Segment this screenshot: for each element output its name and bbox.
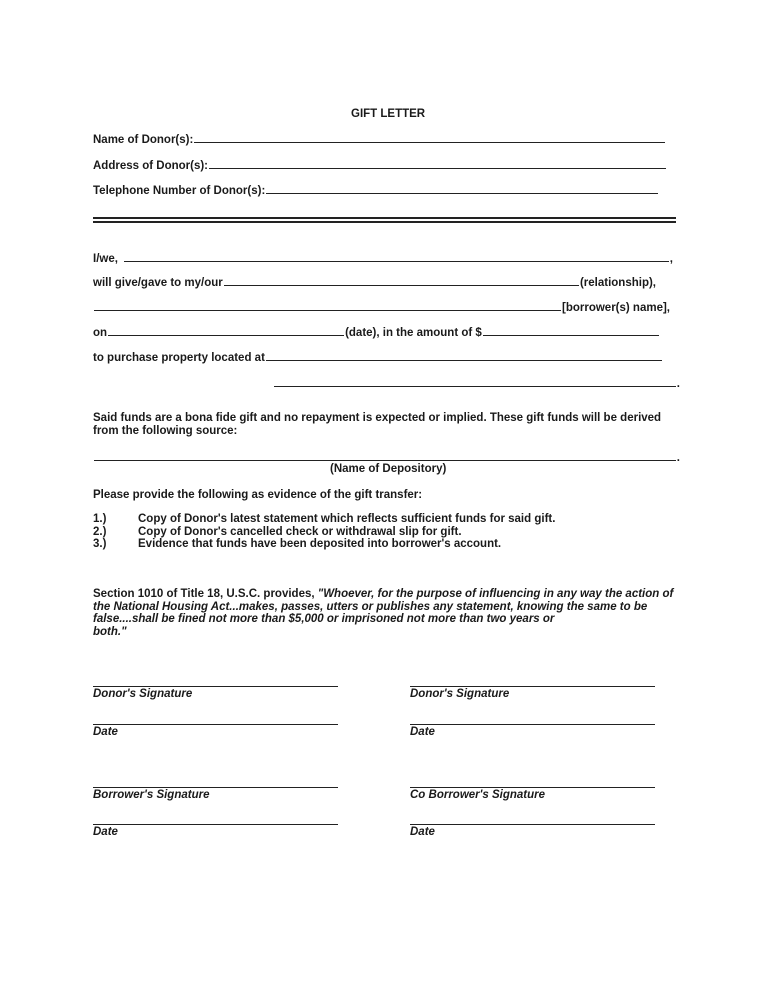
date-line-1-left[interactable] — [93, 724, 338, 725]
page-title: GIFT LETTER — [351, 108, 426, 120]
date-line-1-right[interactable] — [410, 724, 655, 725]
legal-notice — [93, 588, 673, 638]
statement-line-date-amount[interactable] — [93, 324, 660, 340]
list-item-text: Evidence that funds have been deposited into borrower's account. — [138, 538, 502, 550]
depository-period: . — [676, 452, 680, 464]
co-borrower-signature-label: Co Borrower's Signature — [410, 789, 546, 801]
legal-prefix: Section 1010 of Title 18, U.S.C. provides, — [93, 588, 318, 600]
legal-quote-line1: "Whoever, for the purpose of influencing in any way the action of — [317, 588, 674, 600]
statement-line-iwe[interactable] — [93, 250, 673, 266]
date-line-2-right[interactable] — [410, 824, 655, 825]
donor-phone-label: Telephone Number of Donor(s): — [93, 185, 266, 197]
date-label-2-left: Date — [93, 826, 118, 838]
list-item-text: Copy of Donor's cancelled check or withdrawal slip for gift. — [138, 525, 462, 538]
divider-rule-top — [93, 217, 676, 219]
relationship-blank[interactable] — [224, 274, 579, 286]
donor-name-label: Name of Donor(s): — [93, 134, 194, 146]
date-label-2-right: Date — [410, 826, 435, 838]
will-give-label: will give/gave to my/our — [93, 277, 223, 289]
borrower-name-blank[interactable] — [94, 299, 561, 311]
depository-blank[interactable] — [94, 449, 676, 461]
donor-signature-label-left: Donor's Signature — [93, 688, 193, 700]
list-item-number: 1.) — [93, 513, 107, 525]
borrower-label: [borrower(s) name], — [562, 302, 670, 314]
legal-quote-line3: false....shall be fined not more than $5,000 or imprisoned not more than two years or — [93, 613, 555, 625]
date-blank[interactable] — [108, 324, 344, 336]
property-period: . — [676, 378, 680, 390]
date-label-1-left: Date — [93, 726, 118, 738]
statement-line-property[interactable] — [93, 349, 663, 365]
date-amount-label: (date), in the amount of $ — [345, 327, 482, 339]
funds-paragraph: Said funds are a bona fide gift and no repayment is expected or implied. These gift funds will be derived from the following source: — [93, 412, 662, 437]
donor-address-blank[interactable] — [209, 157, 666, 169]
borrower-signature-line[interactable] — [93, 787, 338, 788]
date-line-2-left[interactable] — [93, 824, 338, 825]
statement-line-property-2[interactable] — [273, 375, 680, 391]
donor-signature-line-right[interactable] — [410, 686, 655, 687]
list-item — [93, 526, 555, 539]
date-label-1-right: Date — [410, 726, 435, 738]
property-blank-2[interactable] — [274, 375, 676, 387]
statement-line-borrower[interactable] — [93, 299, 670, 315]
relationship-label: (relationship), — [579, 277, 656, 289]
property-label: to purchase property located at — [93, 352, 265, 364]
evidence-intro: Please provide the following as evidence of the gift transfer: — [93, 489, 423, 501]
donor-phone-field[interactable] — [93, 182, 659, 198]
property-blank[interactable] — [266, 349, 662, 361]
borrower-signature-label: Borrower's Signature — [93, 789, 210, 801]
statement-line-relationship[interactable] — [93, 274, 656, 290]
donor-signature-line-left[interactable] — [93, 686, 338, 687]
donor-name-field[interactable] — [93, 131, 666, 147]
legal-quote-line4: both." — [93, 625, 127, 638]
iwe-label: I/we, — [93, 253, 118, 265]
divider-rule-bottom — [93, 221, 676, 223]
depository-label: (Name of Depository) — [330, 463, 447, 475]
donor-address-label: Address of Donor(s): — [93, 160, 208, 172]
donor-signature-label-right: Donor's Signature — [410, 688, 510, 700]
donor-name-blank[interactable] — [194, 131, 665, 143]
iwe-blank[interactable] — [124, 250, 669, 262]
list-item — [93, 513, 555, 526]
amount-blank[interactable] — [483, 324, 659, 336]
iwe-comma: , — [669, 253, 673, 265]
donor-address-field[interactable] — [93, 157, 667, 173]
list-item-text: Copy of Donor's latest statement which reflects sufficient funds for said gift. — [138, 513, 556, 525]
on-label: on — [93, 327, 108, 339]
list-item — [93, 538, 555, 551]
legal-quote-line2: the National Housing Act...makes, passes, utters or publishes any statement, knowing the same to be — [93, 600, 648, 613]
co-borrower-signature-line[interactable] — [410, 787, 655, 788]
donor-phone-blank[interactable] — [266, 182, 658, 194]
evidence-list — [93, 513, 555, 551]
list-item-number: 3.) — [93, 538, 107, 550]
list-item-number: 2.) — [93, 525, 107, 538]
